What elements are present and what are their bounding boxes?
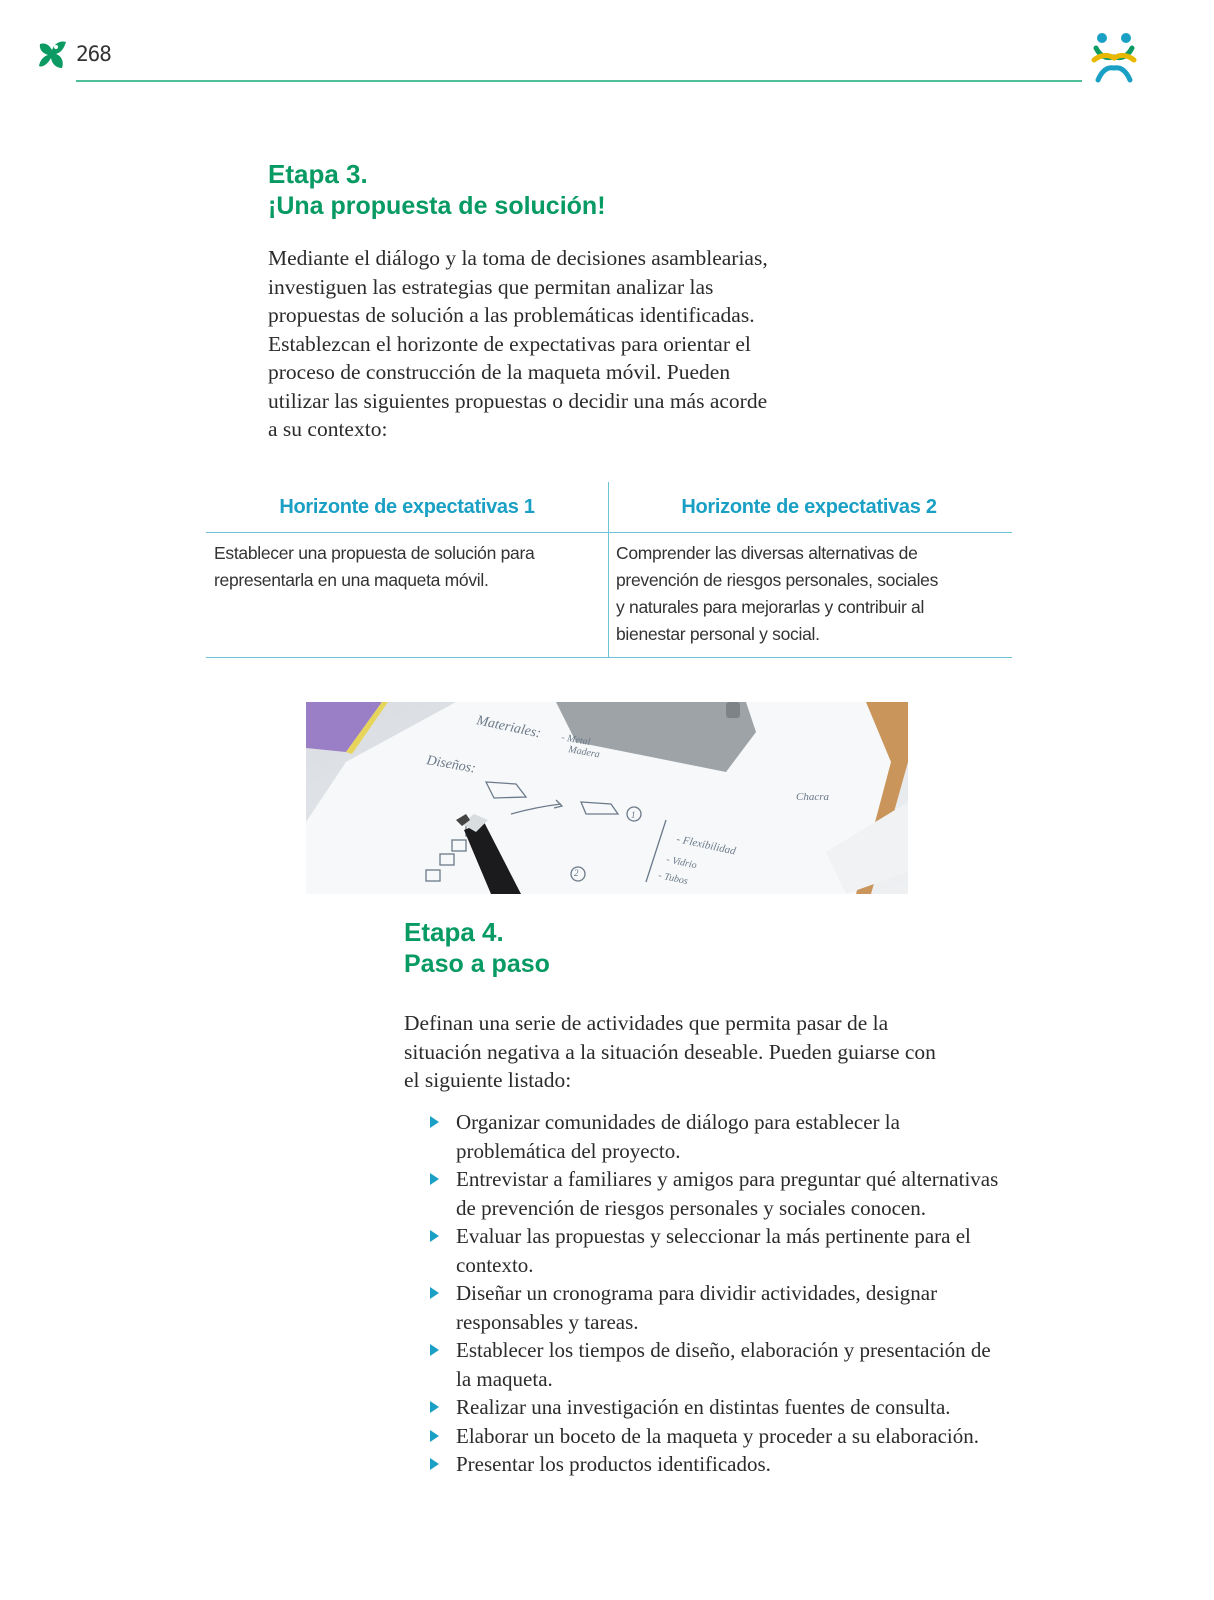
list-item bbox=[430, 1279, 1010, 1336]
item-line: Realizar una investigación en distintas fuentes de consulta. bbox=[456, 1395, 951, 1419]
item-line: responsables y tareas. bbox=[456, 1309, 639, 1334]
bullet-triangle-icon bbox=[430, 1116, 439, 1128]
item-line: la maqueta. bbox=[456, 1366, 553, 1391]
header-rule bbox=[76, 80, 1082, 82]
table-cell-1 bbox=[214, 540, 600, 594]
bullet-triangle-icon bbox=[430, 1458, 439, 1470]
cell-line: bienestar personal y social. bbox=[616, 624, 820, 644]
text-line: situación negativa a la situación deseable. Pueden guiarse con bbox=[404, 1039, 936, 1064]
item-line: de prevención de riesgos personales y sociales conocen. bbox=[456, 1195, 926, 1220]
item-line: Organizar comunidades de diálogo para establecer la bbox=[456, 1110, 900, 1134]
page-number: 268 bbox=[76, 42, 111, 66]
list-item bbox=[430, 1422, 1010, 1451]
stage3-paragraph bbox=[268, 244, 828, 444]
handwritten-designs: Diseños: bbox=[425, 753, 477, 777]
item-line: Elaborar un boceto de la maqueta y proceder a su elaboración. bbox=[456, 1423, 980, 1448]
text-line: Establezcan el horizonte de expectativas para orientar el bbox=[268, 331, 751, 356]
bullet-triangle-icon bbox=[430, 1173, 439, 1185]
bullet-triangle-icon bbox=[430, 1287, 439, 1299]
leaf-book-icon bbox=[36, 38, 70, 72]
bullet-triangle-icon bbox=[430, 1430, 439, 1442]
list-item bbox=[430, 1108, 1010, 1165]
text-line: utilizar las siguientes propuestas o decidir una más acorde bbox=[268, 388, 768, 413]
handwritten-corner-note: Chacra bbox=[796, 791, 829, 803]
clipboard-photo bbox=[306, 702, 908, 894]
cell-line: y naturales para mejorarlas y contribuir al bbox=[616, 597, 925, 617]
handwritten-list: - Tubos bbox=[657, 870, 689, 888]
table-header-2: Horizonte de expectativas 2 bbox=[681, 496, 937, 518]
stage4-paragraph bbox=[404, 1009, 1014, 1095]
text-line: propuestas de solución a las problemáticas identificadas. bbox=[268, 303, 755, 327]
stage4-subtitle: Paso a paso bbox=[404, 950, 550, 978]
expectations-table bbox=[206, 482, 1012, 658]
bullet-triangle-icon bbox=[430, 1230, 439, 1242]
item-line: Diseñar un cronograma para dividir actividades, designar bbox=[456, 1281, 938, 1305]
list-item bbox=[430, 1165, 1010, 1222]
stage4-title: Etapa 4. bbox=[404, 917, 504, 947]
stage3-title: Etapa 3. bbox=[268, 159, 368, 189]
text-line: a su contexto: bbox=[268, 417, 388, 441]
clipboard-illustration bbox=[306, 702, 908, 894]
cell-line: Establecer una propuesta de solución para bbox=[214, 543, 535, 563]
handwritten-note: Madera bbox=[567, 744, 601, 761]
text-line: el siguiente listado: bbox=[404, 1068, 572, 1092]
item-line: Evaluar las propuestas y seleccionar la más pertinente para el bbox=[456, 1224, 971, 1248]
handwritten-circle-number: 1 bbox=[631, 810, 636, 820]
cell-line: representarla en una maqueta móvil. bbox=[214, 570, 489, 590]
table-header-1: Horizonte de expectativas 1 bbox=[279, 496, 535, 518]
table-header-rule bbox=[206, 532, 1012, 533]
handwritten-note: - Metal bbox=[560, 732, 592, 749]
list-item bbox=[430, 1450, 1010, 1479]
list-item bbox=[430, 1222, 1010, 1279]
item-line: Presentar los productos identificados. bbox=[456, 1452, 771, 1476]
handwritten-list: - Vidrio bbox=[665, 854, 698, 872]
cell-line: Comprender las diversas alternativas de bbox=[616, 543, 918, 563]
item-line: problemática del proyecto. bbox=[456, 1138, 681, 1163]
text-line: Mediante el diálogo y la toma de decisiones asamblearias, bbox=[268, 246, 768, 270]
list-item bbox=[430, 1336, 1010, 1393]
list-item bbox=[430, 1393, 1010, 1422]
cell-line: prevención de riesgos personales, sociales bbox=[616, 570, 939, 590]
text-line: Definan una serie de actividades que permita pasar de la bbox=[404, 1011, 889, 1035]
handwritten-list: - Flexibilidad bbox=[675, 833, 737, 858]
item-line: Entrevistar a familiares y amigos para preguntar qué alternativas bbox=[456, 1167, 999, 1191]
handwritten-materials: Materiales: bbox=[475, 713, 543, 742]
table-cell-2 bbox=[616, 540, 1006, 648]
steps-list bbox=[430, 1108, 1010, 1479]
item-line: contexto. bbox=[456, 1252, 534, 1277]
text-line: investiguen las estrategias que permitan analizar las bbox=[268, 274, 714, 299]
text-line: proceso de construcción de la maqueta móvil. Pueden bbox=[268, 360, 731, 384]
stage3-subtitle: ¡Una propuesta de solución! bbox=[268, 192, 606, 220]
handwritten-circle-number: 2 bbox=[574, 868, 579, 878]
bullet-triangle-icon bbox=[430, 1344, 439, 1356]
bullet-triangle-icon bbox=[430, 1401, 439, 1413]
community-logo-icon bbox=[1088, 30, 1140, 84]
table-bottom-rule bbox=[206, 657, 1012, 658]
item-line: Establecer los tiempos de diseño, elaboración y presentación de bbox=[456, 1338, 991, 1362]
